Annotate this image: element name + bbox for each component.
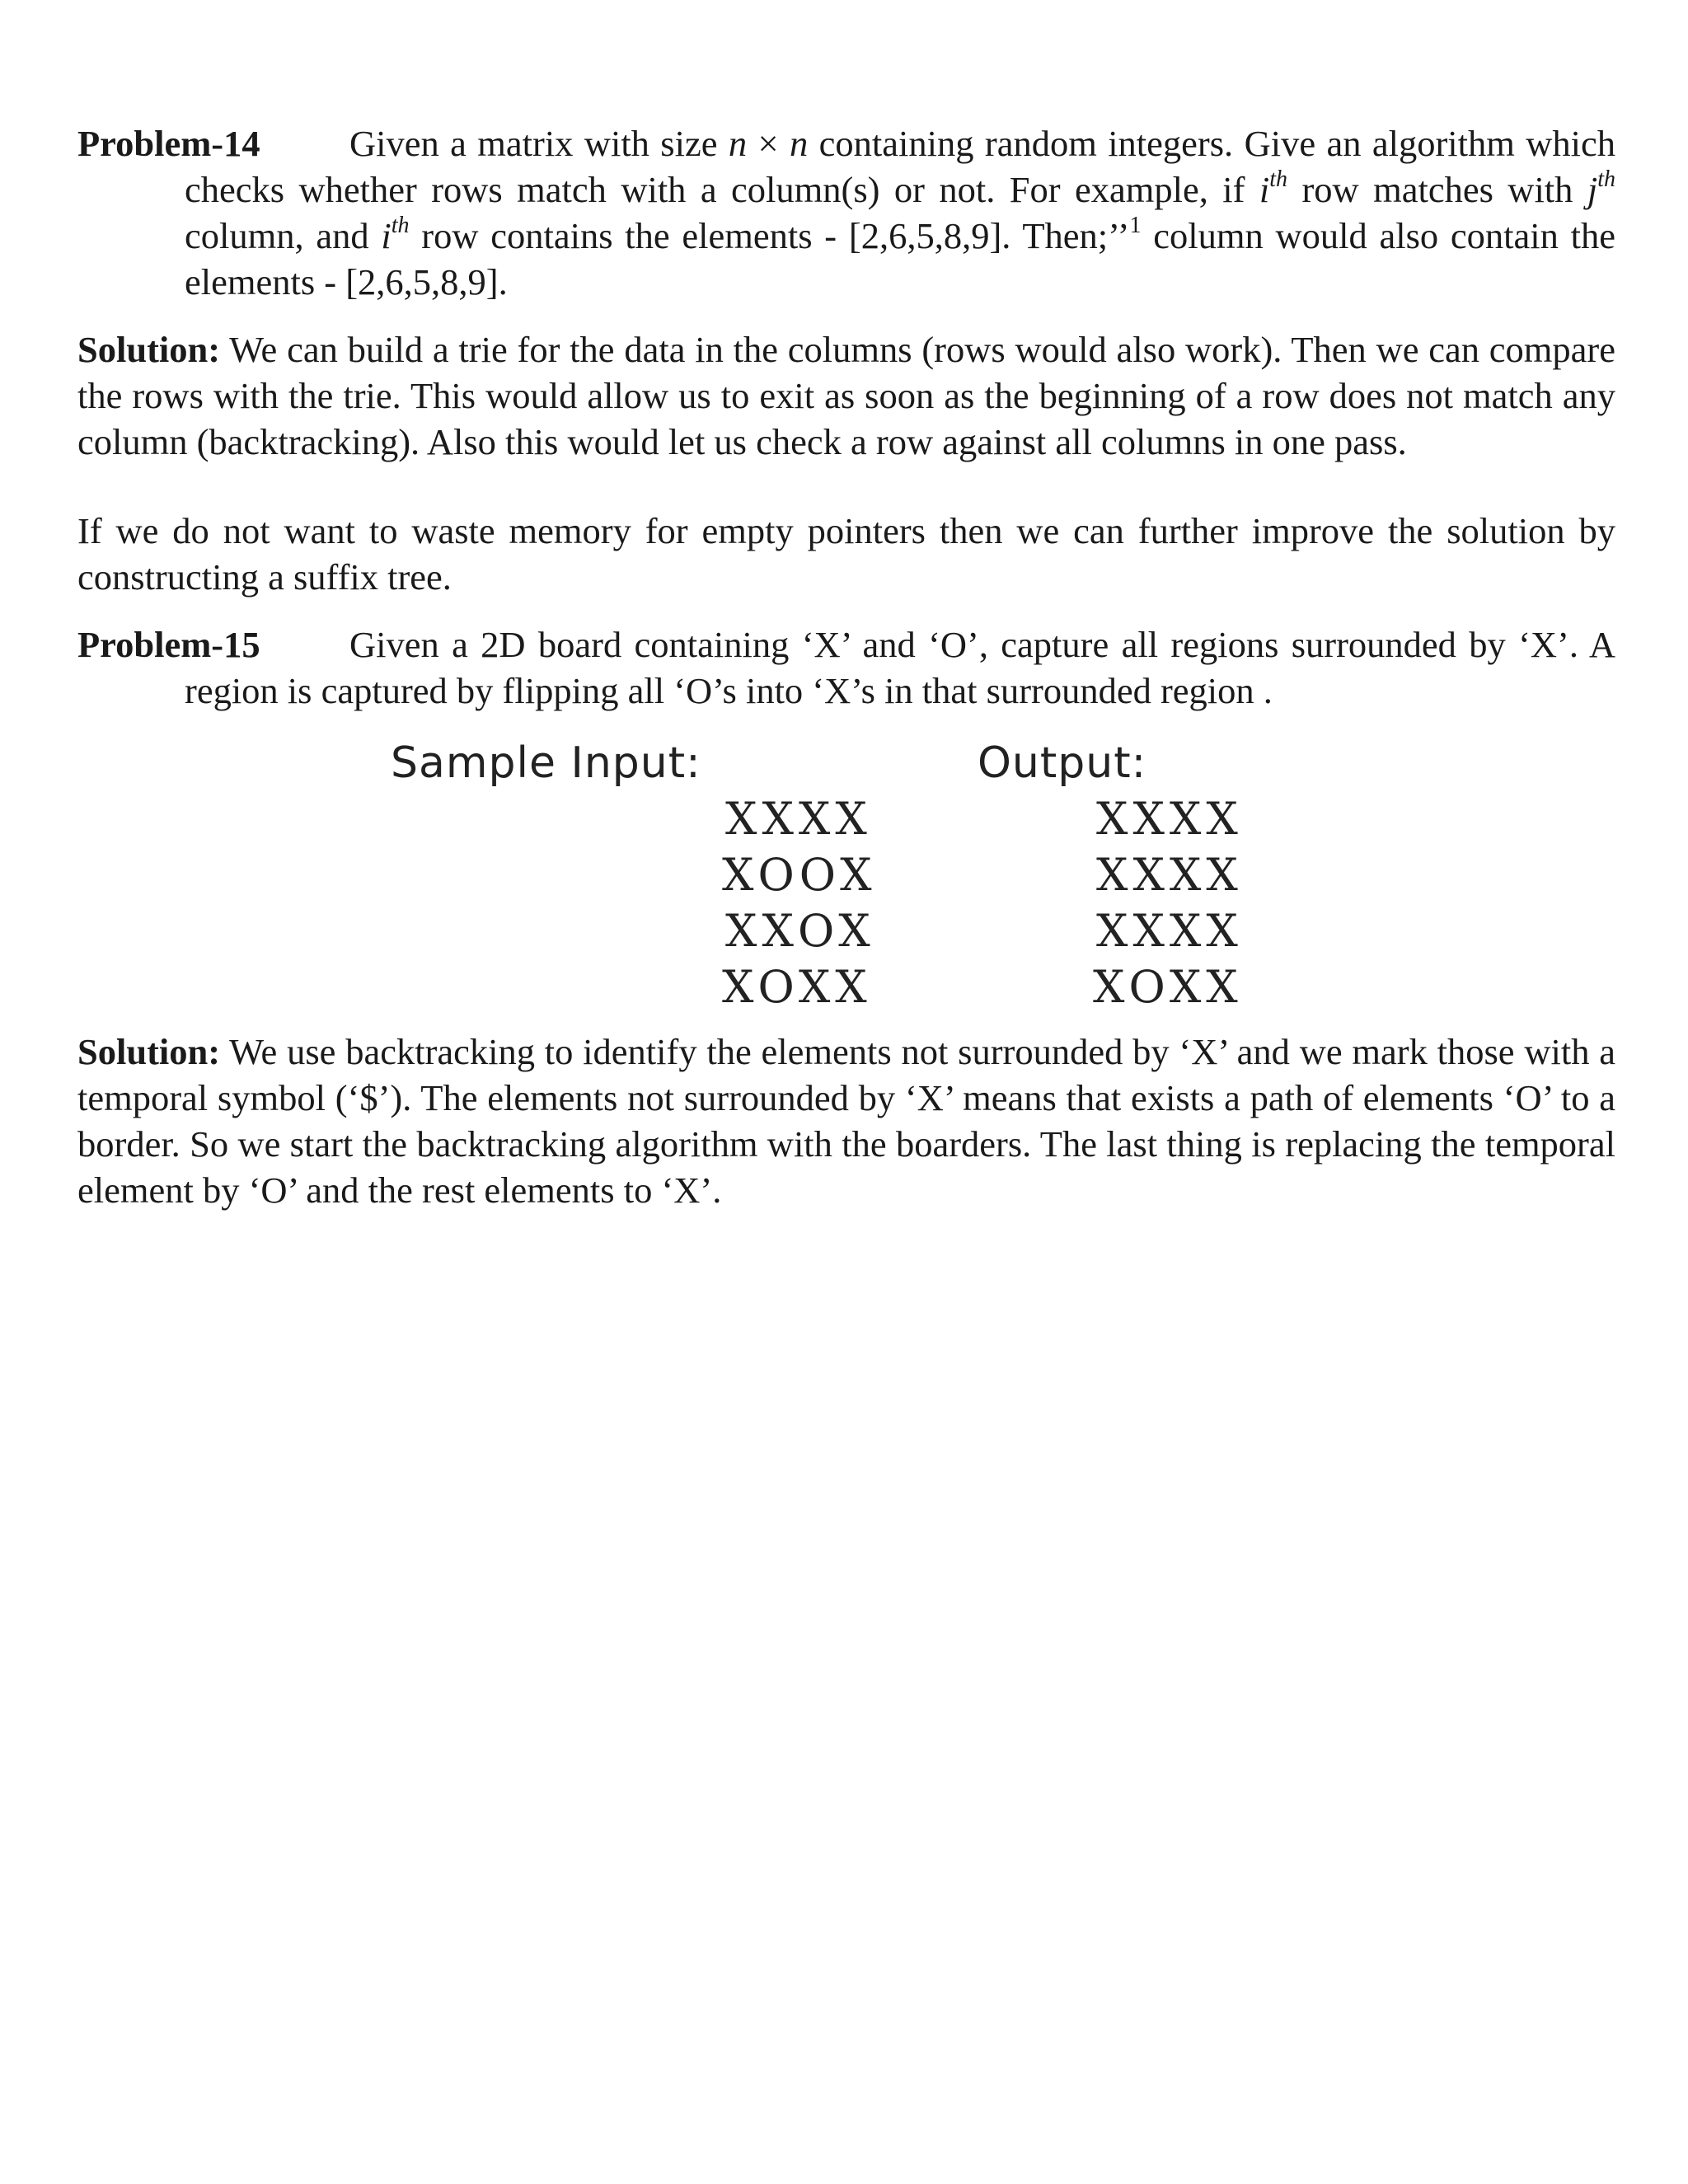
superscript-th: th [1597, 166, 1615, 192]
solution-15-label: Solution: [77, 1031, 221, 1072]
solution-14-label: Solution: [77, 329, 221, 370]
problem-15-label: Problem-15 [77, 624, 260, 665]
math-n: n [728, 123, 748, 164]
math-j: j [1587, 169, 1598, 210]
problem-14-text-d: column, and [185, 215, 382, 256]
superscript-th: th [1269, 166, 1288, 192]
input-row: XOXX [722, 961, 872, 1013]
math-n: n [790, 123, 809, 164]
problem-14-text-a: Given a matrix with size [349, 123, 729, 164]
output-row: XXXX [1096, 849, 1243, 901]
problem-14-text-c: row matches with [1287, 169, 1587, 210]
solution-15 [77, 1029, 1615, 1213]
sample-figure [77, 714, 1615, 1013]
output-row: XOXX [1093, 961, 1243, 1013]
math-i: i [381, 215, 392, 256]
solution-14 [77, 326, 1615, 465]
problem-15-text: Given a 2D board containing ‘X’ and ‘O’, capture all regions surrounded by ‘X’. A region is captured by flipping all ‘O’s into ‘X’s in that surrounded region . [185, 624, 1615, 711]
output-row: XXXX [1096, 793, 1243, 845]
output-title: Output: [978, 738, 1147, 788]
sample-input-title: Sample Input: [391, 738, 701, 788]
solution-14-extra: If we do not want to waste memory for empty pointers then we can further improve the solution by constructing a suffix tree. [77, 510, 1615, 598]
problem-14-text-b: containing random integers. Give an algorithm which checks whether rows match with a column(s) or not. For example, if [185, 123, 1615, 210]
page [77, 120, 1615, 1213]
superscript-one: 1 [1129, 212, 1142, 238]
solution-15-text: We use backtracking to identify the elements not surrounded by ‘X’ and we mark those with a temporal symbol (‘$’). The elements not surrounded by ‘X’ means that exists a path of elements ‘O’ to a border. So we start the backtracking algorithm with the boarders. The last thing is replacing the temporal element by ‘O’ and the rest elements to ‘X’. [77, 1031, 1615, 1211]
math-times: × [747, 123, 790, 164]
problem-14-text-f: column would also contain the elements - [2,6,5,8,9]. [185, 215, 1615, 302]
solution-14-text: We can build a trie for the data in the columns (rows would also work). Then we can compare the rows with the trie. This would allow us to exit as soon as the beginning of a row does not match any column (backtracking). Also this would let us check a row against all columns in one pass. [77, 329, 1615, 462]
problem-14 [77, 120, 1615, 305]
input-row: XXOX [725, 905, 875, 957]
problem-14-label: Problem-14 [77, 123, 260, 164]
output-row: XXXX [1096, 905, 1243, 957]
problem-14-text-e: row contains the elements - [2,6,5,8,9]. Then;’’ [409, 215, 1130, 256]
math-i: i [1259, 169, 1270, 210]
input-row: XOOX [722, 849, 877, 901]
input-row: XXXX [725, 793, 872, 845]
problem-15 [77, 621, 1615, 714]
superscript-th: th [391, 212, 410, 238]
